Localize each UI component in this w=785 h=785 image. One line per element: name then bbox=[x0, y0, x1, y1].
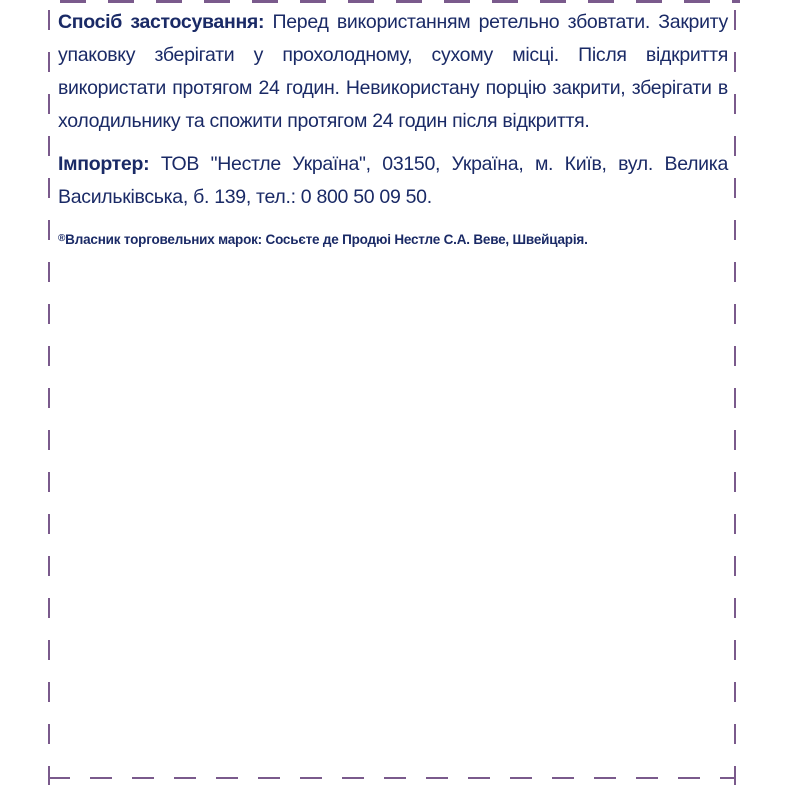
dashed-border-right bbox=[734, 10, 736, 785]
label-text-block bbox=[58, 6, 728, 249]
dashed-border-top bbox=[60, 0, 740, 3]
usage-paragraph bbox=[58, 6, 728, 138]
trademark-text: Власник торговельних марок: Сосьєте де Продюі Нестле С.А. Веве, Швейцарія. bbox=[65, 232, 588, 247]
importer-label: Імпортер: bbox=[58, 153, 150, 175]
dashed-border-bottom bbox=[48, 777, 736, 779]
importer-paragraph bbox=[58, 148, 728, 214]
dashed-border-left bbox=[48, 10, 50, 785]
usage-label: Спосіб застосування: bbox=[58, 11, 265, 33]
importer-text: ТОВ "Нестле Україна", 03150, Україна, м. Київ, вул. Велика Васильківська, б. 139, тел.: 0 800 50 09 50. bbox=[58, 153, 728, 208]
registered-symbol: ® bbox=[58, 233, 66, 244]
trademark-footnote bbox=[58, 230, 728, 249]
usage-text: Перед використанням ретельно збовтати. Закриту упаковку зберігати у прохолодному, сухому місці. Після відкриття використати протягом 24 годин. Невикористану порцію закрити, зберігати в холодильнику та спожити протягом 24 годин після відкриття. bbox=[58, 11, 728, 132]
